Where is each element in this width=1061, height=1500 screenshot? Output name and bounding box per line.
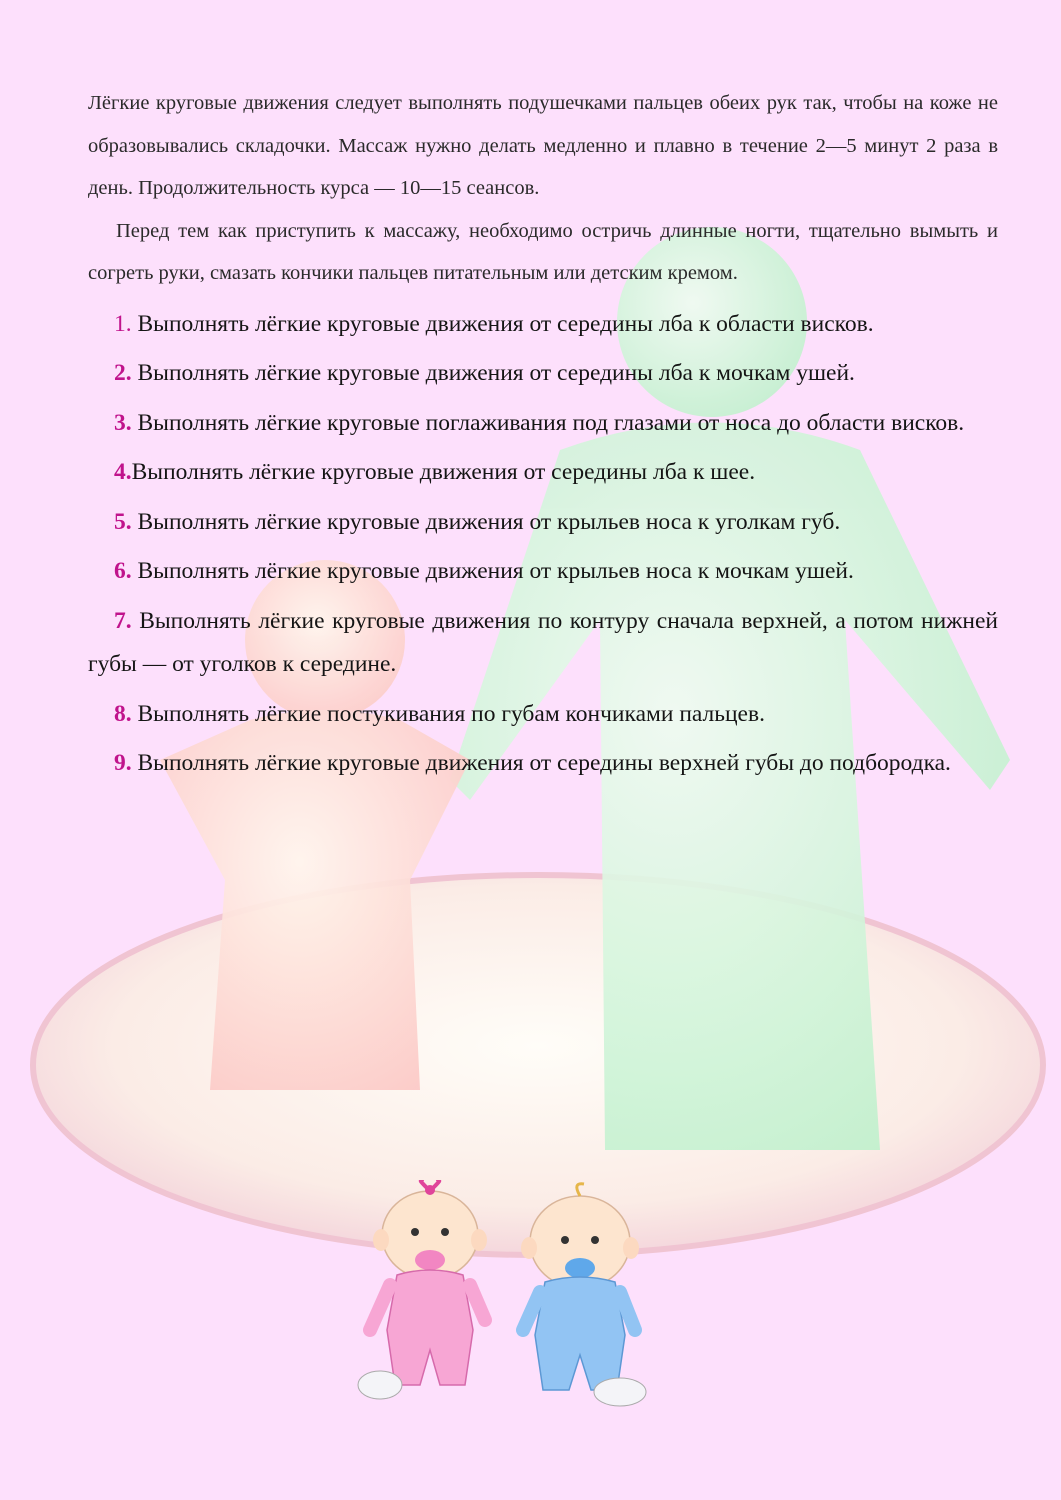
list-item <box>88 501 998 545</box>
step-number: 3. <box>114 409 132 436</box>
step-text: Выполнять лёгкие круговые движения от крыльев носа к мочкам ушей. <box>137 558 854 584</box>
list-item <box>88 303 998 347</box>
step-text: Выполнять лёгкие круговые поглаживания под глазами от носа до области висков. <box>137 409 965 436</box>
baby-boy-icon <box>521 1184 646 1406</box>
step-number: 5. <box>114 508 132 535</box>
steps-list <box>88 303 998 786</box>
step-text: Выполнять лёгкие постукивания по губам кончиками пальцев. <box>137 700 765 727</box>
step-number: 9. <box>114 750 132 776</box>
baby-girl-icon <box>358 1181 487 1399</box>
list-item <box>88 402 998 446</box>
intro-paragraph-2: Перед тем как приступить к массажу, необходимо остричь длинные ногти, тщательно вымыть и согреть руки, смазать кончики пальцев питательным или детским кремом. <box>88 219 998 284</box>
step-number: 4. <box>114 459 132 485</box>
step-text: Выполнять лёгкие круговые движения от середины верхней губы до подбородка. <box>137 750 951 776</box>
babies-illustration <box>345 1180 675 1410</box>
list-item <box>88 600 998 687</box>
step-number: 6. <box>114 558 132 584</box>
list-item <box>88 742 998 786</box>
list-item <box>88 550 998 594</box>
step-number: 2. <box>114 360 132 386</box>
step-text: Выполнять лёгкие круговые движения от середины лба к области висков. <box>137 310 874 337</box>
list-item <box>88 451 998 495</box>
intro-section <box>88 82 998 295</box>
step-number: 7. <box>114 607 132 634</box>
page-content <box>88 82 998 792</box>
list-item <box>88 352 998 396</box>
step-text: Выполнять лёгкие круговые движения от крыльев носа к уголкам губ. <box>137 508 841 535</box>
step-text: Выполнять лёгкие круговые движения от середины лба к мочкам ушей. <box>137 360 855 386</box>
step-text: Выполнять лёгкие круговые движения по контуру сначала верхней, а потом нижней губы — от уголков к середине. <box>88 607 998 677</box>
list-item <box>88 693 998 737</box>
step-number: 8. <box>114 700 132 727</box>
intro-paragraph-1: Лёгкие круговые движения следует выполнять подушечками пальцев обеих рук так, чтобы на коже не образовывались складочки. Массаж нужно делать медленно и плавно в течение 2—5 минут 2 раза в день. Продолжительность курса — 10—15 сеансов. <box>88 92 998 199</box>
step-number: 1. <box>114 310 132 337</box>
step-text: Выполнять лёгкие круговые движения от середины лба к шее. <box>131 459 756 485</box>
